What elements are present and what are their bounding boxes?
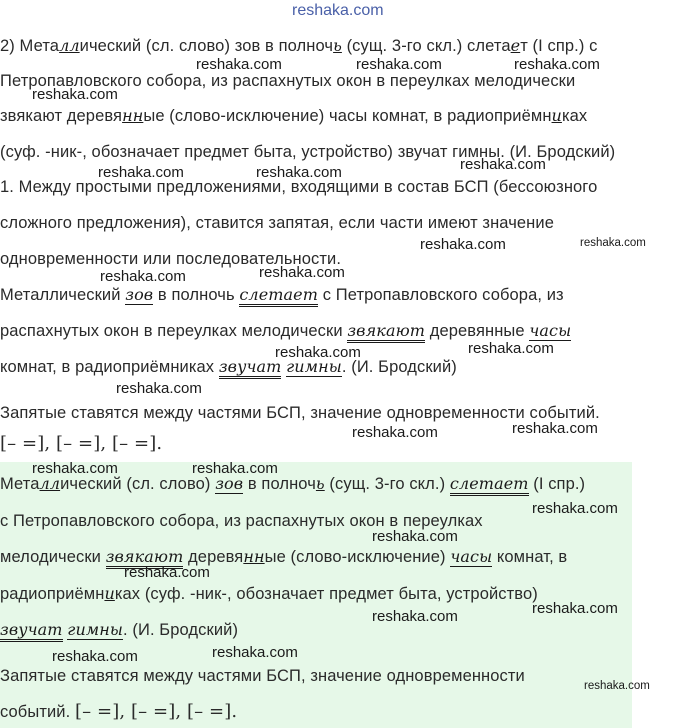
subject: часы [450,547,493,566]
watermark: reshaka.com [32,86,118,103]
subject: гимны [286,357,342,376]
watermark: reshaka.com [460,156,546,173]
analysis-line-2: распахнутых окон в переулках мелодически звякают деревянные часы [0,321,571,341]
watermark: reshaka.com [352,424,438,441]
watermark: reshaka.com [52,648,138,665]
analysis-line-3: комнат, в радиоприёмниках звучат гимны. (И. Бродский) [0,357,457,377]
task-line-3: звякают деревянные (слово-исключение) часы комнат, в радиоприёмниках [0,106,588,125]
watermark: reshaka.com [256,164,342,181]
predicate: слетает [450,474,529,496]
rule-line-1: 1. Между простыми предложениями, входящими в состав БСП (бессоюзного [0,178,598,196]
watermark: reshaka.com [275,344,361,361]
predicate: слетает [239,285,318,307]
watermark: reshaka.com [420,236,506,253]
answer-line-3: мелодически звякают деревянные (слово-исключение) часы комнат, в [0,547,567,567]
subject: гимны [67,620,124,639]
task-line-2: Петропавловского собора, из распахнутых окон в переулках мелодически [0,72,576,90]
answer-line-7: событий. [– =], [– =], [– =]. [0,701,238,722]
watermark: reshaka.com [32,460,118,477]
answer-line-6: Запятые ставятся между частями БСП, значение одновременности [0,667,525,685]
site-title[interactable]: reshaka.com [292,2,384,19]
watermark: reshaka.com [196,56,282,73]
answer-line-4: радиоприёмниках (суф. -ник-, обозначает предмет быта, устройство) [0,584,538,603]
subject: часы [529,321,572,340]
subject: зов [125,285,154,304]
watermark: reshaka.com [512,420,598,437]
sentence-scheme: [– =], [– =], [– =]. [0,433,163,454]
analysis-line-1: Металлический зов в полночь слетает с Петропавловского собора, из [0,285,564,305]
watermark: reshaka.com [584,680,650,692]
watermark: reshaka.com [259,264,345,281]
subject: зов [215,474,244,493]
watermark: reshaka.com [212,644,298,661]
watermark: reshaka.com [532,600,618,617]
task-line-4: (суф. -ник-, обозначает предмет быта, устройство) звучат гимны. (И. Бродский) [0,143,616,161]
answer-line-1: Металлический (сл. слово) зов в полночь (сущ. 3-го скл.) слетает (I спр.) [0,474,585,494]
watermark: reshaka.com [580,237,646,249]
answer-line-2: с Петропавловского собора, из распахнутых окон в переулках [0,512,483,530]
predicate: звякают [106,547,184,569]
watermark: reshaka.com [532,500,618,517]
watermark: reshaka.com [124,564,210,581]
sentence-scheme: [– =], [– =], [– =]. [74,701,238,722]
watermark: reshaka.com [98,164,184,181]
predicate: звякают [347,321,425,343]
watermark: reshaka.com [192,460,278,477]
watermark: reshaka.com [372,608,458,625]
rule-line-2: сложного предложения), ставится запятая, если части имеют значение [0,214,554,232]
predicate: звучат [0,620,63,642]
watermark: reshaka.com [356,56,442,73]
predicate: звучат [219,357,282,379]
rule-line-3: одновременности или последовательности. [0,250,342,268]
task-line-1: 2) Металлический (сл. слово) зов в полночь (сущ. 3-го скл.) слетает (I спр.) с [0,36,598,55]
watermark: reshaka.com [116,380,202,397]
watermark: reshaka.com [468,340,554,357]
analysis-line-4: Запятые ставятся между частями БСП, значение одновременности событий. [0,404,600,422]
watermark: reshaka.com [372,528,458,545]
answer-line-5: звучат гимны. (И. Бродский) [0,620,238,640]
watermark: reshaka.com [100,268,186,285]
watermark: reshaka.com [514,56,600,73]
